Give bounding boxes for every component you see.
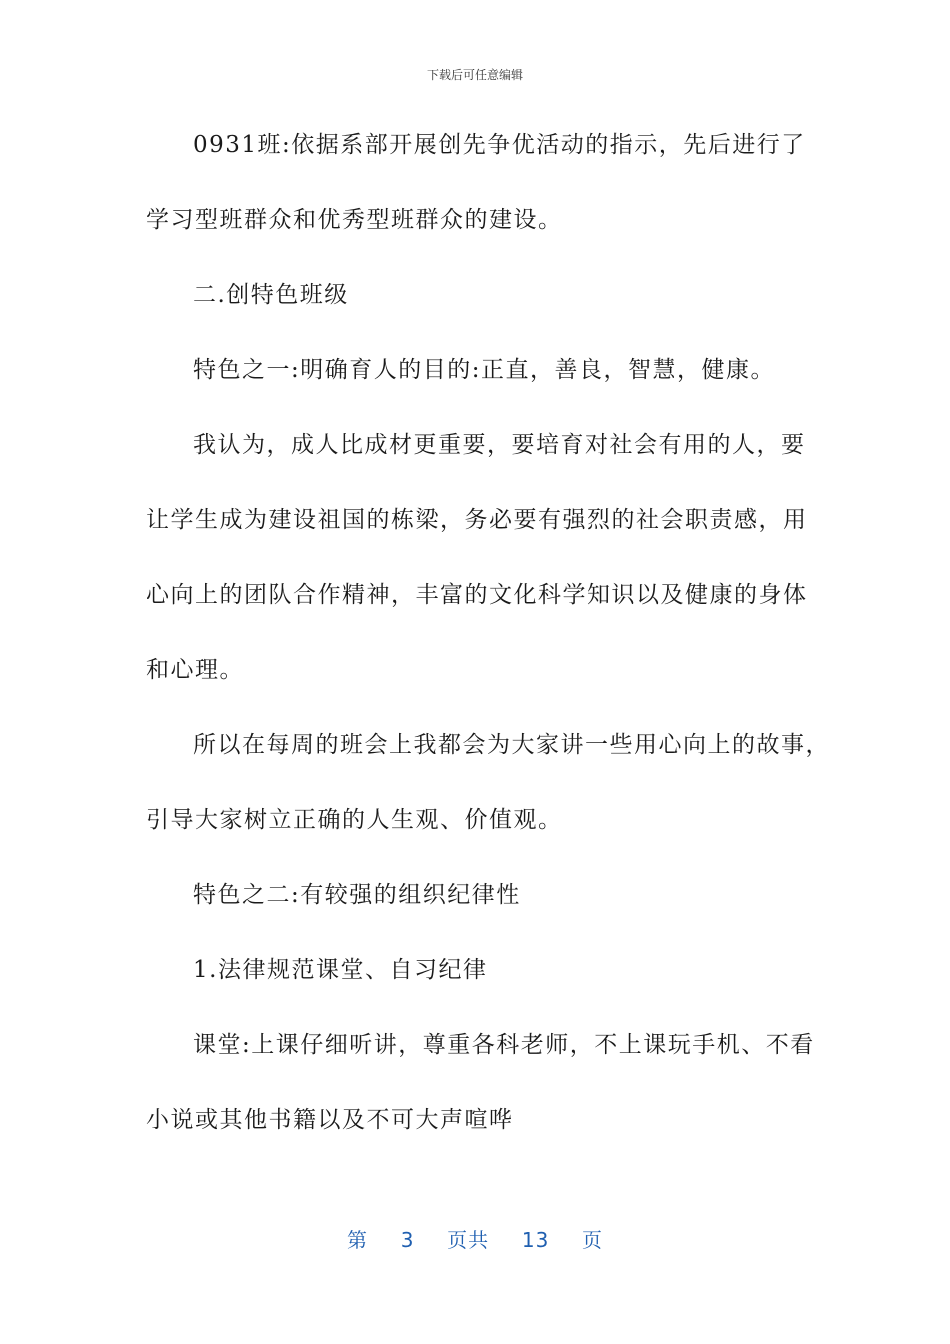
paragraph-line: 让学生成为建设祖国的栋梁，务必要有强烈的社会职责感，用 xyxy=(146,507,808,533)
paragraph-line: 引导大家树立正确的人生观、价值观。 xyxy=(146,807,563,833)
paragraph-line: 小说或其他书籍以及不可大声喧哗 xyxy=(146,1107,514,1133)
document-body xyxy=(146,124,830,1174)
paragraph-line: 特色之一:明确育人的目的:正直，善良，智慧，健康。 xyxy=(193,357,775,383)
paragraph-line: 学习型班群众和优秀型班群众的建设。 xyxy=(146,207,563,233)
page-header: 下载后可任意编辑 xyxy=(426,68,523,82)
page-footer xyxy=(0,1224,950,1253)
footer-suffix: 页 xyxy=(582,1228,604,1252)
paragraph-line: 课堂:上课仔细听讲，尊重各科老师，不上课玩手机、不看 xyxy=(193,1032,815,1058)
paragraph-line: 心向上的团队合作精神，丰富的文化科学知识以及健康的身体 xyxy=(146,582,808,608)
paragraph-line: 特色之二:有较强的组织纪律性 xyxy=(193,882,521,908)
total-pages-number: 13 xyxy=(521,1228,550,1252)
paragraph-line: 和心理。 xyxy=(146,657,244,683)
paragraph-line: 我认为，成人比成材更重要，要培育对社会有用的人，要 xyxy=(193,432,806,458)
paragraph-line: 0931班:依据系部开展创先争优活动的指示，先后进行了 xyxy=(193,132,806,158)
footer-middle: 页共 xyxy=(447,1228,490,1252)
section-heading: 二.创特色班级 xyxy=(193,282,349,308)
footer-prefix: 第 xyxy=(346,1228,368,1252)
paragraph-line: 所以在每周的班会上我都会为大家讲一些用心向上的故事， xyxy=(193,732,830,758)
list-item: 1.法律规范课堂、自习纪律 xyxy=(193,957,488,983)
current-page-number: 3 xyxy=(400,1228,415,1252)
